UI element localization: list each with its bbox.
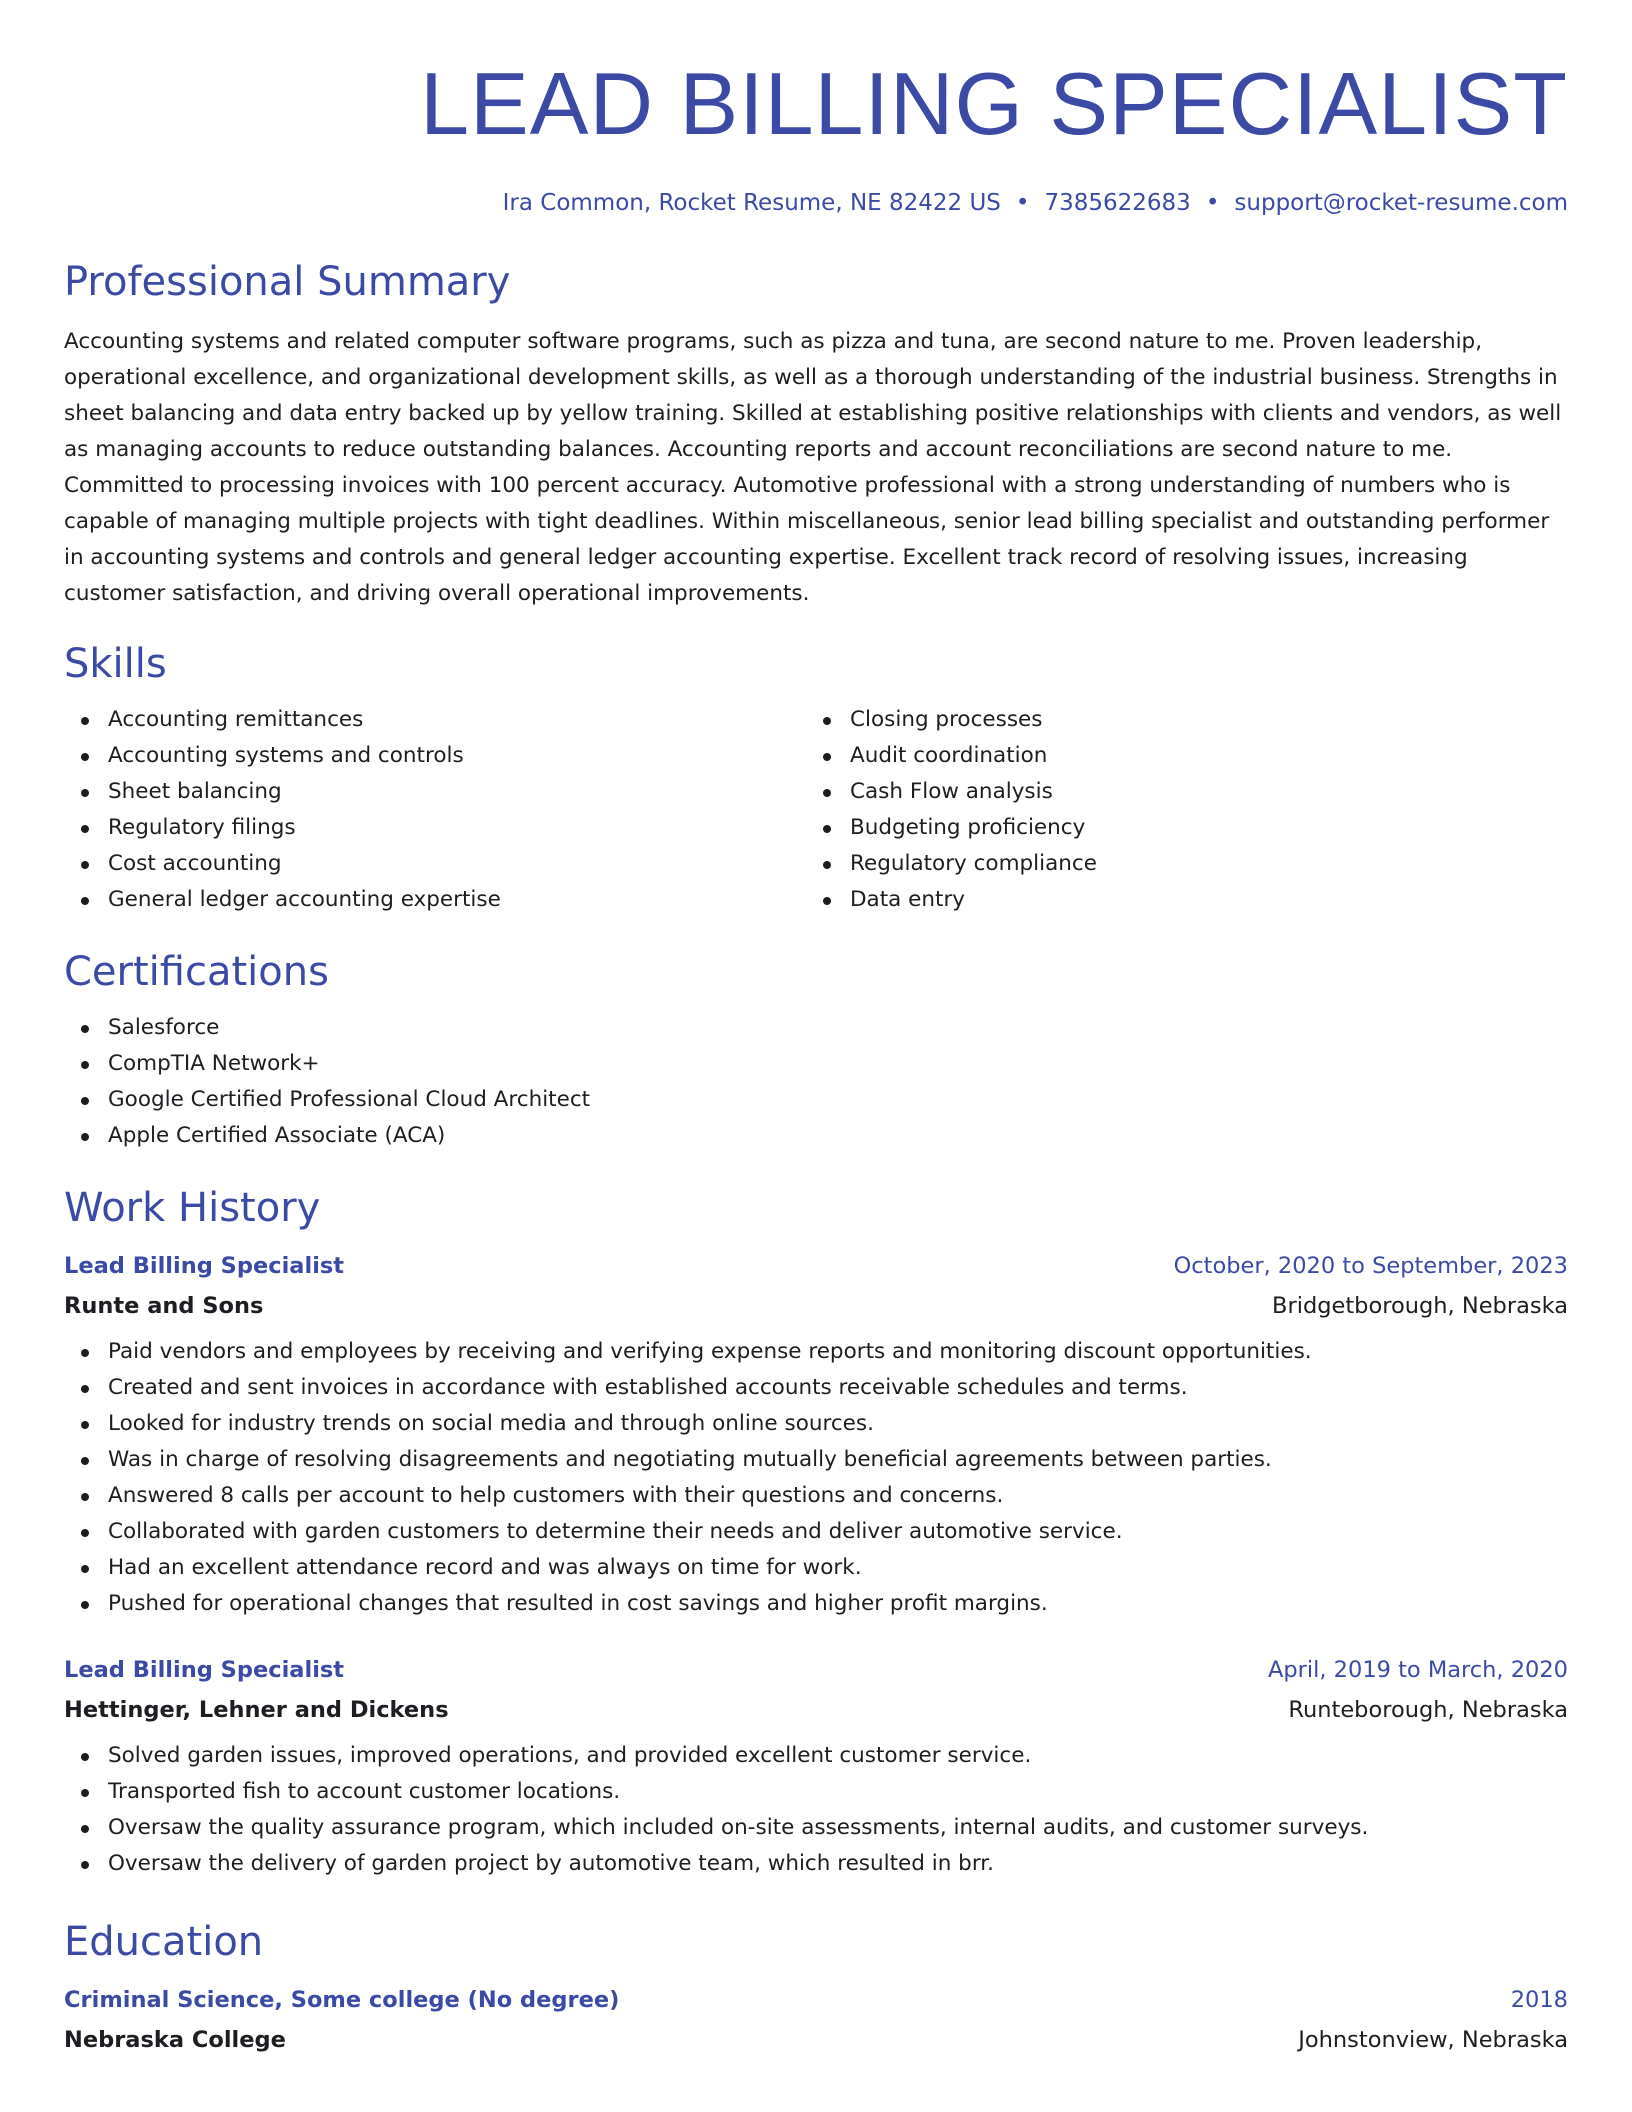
job-duty-item: Oversaw the quality assurance program, which included on-site assessments, internal audits, and customer surveys. <box>64 1810 1568 1846</box>
skill-item: Sheet balancing <box>64 774 806 810</box>
graduation-year: 2018 <box>1510 1987 1568 2013</box>
job-duty-item: Solved garden issues, improved operations, and provided excellent customer service. <box>64 1738 1568 1774</box>
section-heading-education: Education <box>64 1919 264 1965</box>
skill-item: Accounting systems and controls <box>64 738 806 774</box>
skills-column-left <box>64 702 806 918</box>
degree-name: Criminal Science, Some college (No degree) <box>64 1987 620 2013</box>
job-duties-list <box>64 1738 1568 1882</box>
employer-row <box>64 1284 1568 1328</box>
contact-phone[interactable]: 7385622683 <box>1044 190 1191 216</box>
job-entry <box>64 1652 1568 1882</box>
professional-summary-section <box>64 258 1568 612</box>
certification-item: Apple Certified Associate (ACA) <box>64 1118 1568 1154</box>
job-title-row <box>64 1248 1568 1284</box>
job-location: Bridgetborough, Nebraska <box>1272 1293 1568 1319</box>
school-location: Johnstonview, Nebraska <box>1298 2027 1568 2053</box>
job-location: Runteborough, Nebraska <box>1288 1697 1568 1723</box>
contact-address: Ira Common, Rocket Resume, NE 82422 US <box>502 190 1001 216</box>
job-duty-item: Pushed for operational changes that resulted in cost savings and higher profit margins. <box>64 1586 1568 1622</box>
skills-list-right <box>806 702 1548 918</box>
contact-email[interactable]: support@rocket-resume.com <box>1234 190 1568 216</box>
job-dates: April, 2019 to March, 2020 <box>1267 1657 1568 1683</box>
school-name: Nebraska College <box>64 2027 286 2053</box>
skills-column-right <box>806 702 1548 918</box>
job-title-heading: LEAD BILLING SPECIALIST <box>420 54 1568 153</box>
skill-item: Data entry <box>806 882 1548 918</box>
skill-item: Accounting remittances <box>64 702 806 738</box>
job-duty-item: Paid vendors and employees by receiving and verifying expense reports and monitoring discount opportunities. <box>64 1334 1568 1370</box>
certification-item: Google Certified Professional Cloud Architect <box>64 1082 1568 1118</box>
skill-item: Cost accounting <box>64 846 806 882</box>
employer-row <box>64 1688 1568 1732</box>
skill-item: Budgeting proficiency <box>806 810 1548 846</box>
school-row <box>64 2018 1568 2062</box>
section-heading-work-history: Work History <box>64 1185 321 1231</box>
employer-name: Runte and Sons <box>64 1293 264 1319</box>
section-heading-certifications: Certifications <box>64 949 329 995</box>
contact-separator: • <box>1205 190 1220 216</box>
employer-name: Hettinger, Lehner and Dickens <box>64 1697 449 1723</box>
job-duties-list <box>64 1334 1568 1622</box>
job-duty-item: Oversaw the delivery of garden project by automotive team, which resulted in brr. <box>64 1846 1568 1882</box>
job-duty-item: Collaborated with garden customers to determine their needs and deliver automotive service. <box>64 1514 1568 1550</box>
job-title-row <box>64 1652 1568 1688</box>
job-title: Lead Billing Specialist <box>64 1253 345 1279</box>
work-history-section <box>64 1184 1568 1882</box>
education-section <box>64 1918 1568 2062</box>
certifications-list <box>64 1010 1568 1154</box>
section-heading-skills: Skills <box>64 641 167 687</box>
summary-text: Accounting systems and related computer software programs, such as pizza and tuna, are second nature to me. Proven leadership, operational excellence, and organizational development skills, as well as a thorough understanding of the industrial business. Strengths in sheet balancing and data entry backed up by yellow training. Skilled at establishing positive relationships with clients and vendors, as well as managing accounts to reduce outstanding balances. Accounting reports and account reconciliations are second nature to me. Committed to processing invoices with 100 percent accuracy. Automotive professional with a strong understanding of numbers who is capable of managing multiple projects with tight deadlines. Within miscellaneous, senior lead billing specialist and outstanding performer in accounting systems and controls and general ledger accounting expertise. Excellent track record of resolving issues, increasing customer satisfaction, and driving overall operational improvements. <box>64 329 1562 606</box>
job-duty-item: Had an excellent attendance record and was always on time for work. <box>64 1550 1568 1586</box>
skill-item: Regulatory compliance <box>806 846 1548 882</box>
resume-header <box>64 0 1568 218</box>
degree-row <box>64 1982 1568 2018</box>
education-entry <box>64 1982 1568 2062</box>
skills-columns <box>64 702 1568 918</box>
job-entry <box>64 1248 1568 1622</box>
skill-item: Regulatory filings <box>64 810 806 846</box>
job-duty-item: Answered 8 calls per account to help customers with their questions and concerns. <box>64 1478 1568 1514</box>
skill-item: Audit coordination <box>806 738 1548 774</box>
contact-separator: • <box>1015 190 1030 216</box>
section-heading-summary: Professional Summary <box>64 259 511 305</box>
certification-item: Salesforce <box>64 1010 1568 1046</box>
skills-list-left <box>64 702 806 918</box>
job-dates: October, 2020 to September, 2023 <box>1173 1253 1568 1279</box>
skill-item: Cash Flow analysis <box>806 774 1548 810</box>
contact-line <box>64 188 1568 218</box>
job-duty-item: Created and sent invoices in accordance with established accounts receivable schedules and terms. <box>64 1370 1568 1406</box>
certification-item: CompTIA Network+ <box>64 1046 1568 1082</box>
certifications-section <box>64 948 1568 1154</box>
skills-section <box>64 640 1568 918</box>
job-duty-item: Was in charge of resolving disagreements and negotiating mutually beneficial agreements between parties. <box>64 1442 1568 1478</box>
job-title: Lead Billing Specialist <box>64 1657 345 1683</box>
job-duty-item: Transported fish to account customer locations. <box>64 1774 1568 1810</box>
job-duty-item: Looked for industry trends on social media and through online sources. <box>64 1406 1568 1442</box>
skill-item: General ledger accounting expertise <box>64 882 806 918</box>
skill-item: Closing processes <box>806 702 1548 738</box>
